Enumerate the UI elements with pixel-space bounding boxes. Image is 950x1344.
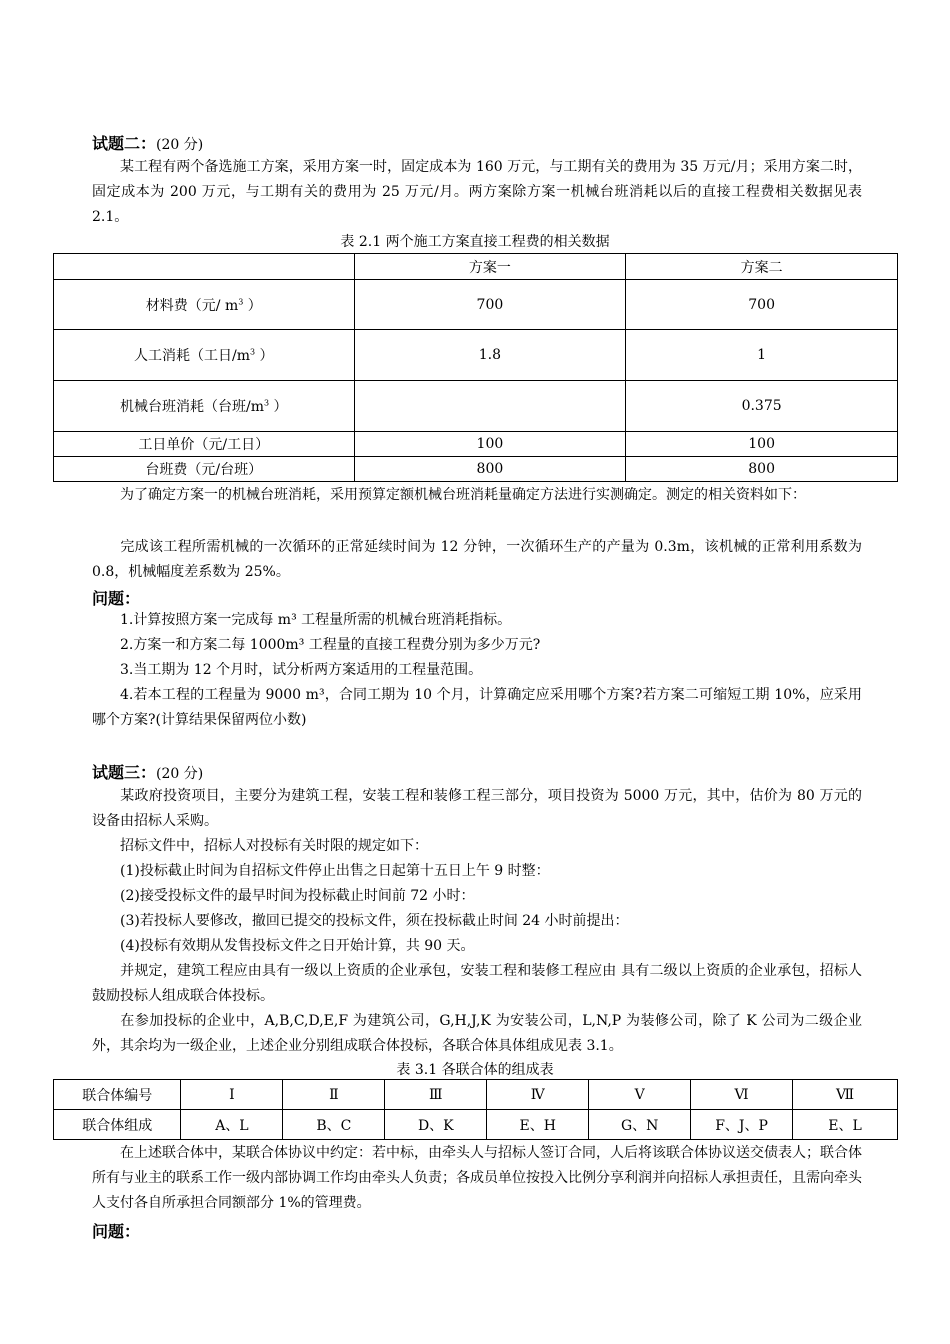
row-value: 800	[626, 457, 898, 482]
q3-firms-paragraph: 在参加投标的企业中，A,B,C,D,E,F 为建筑公司，G,H,J,K 为安装公司，L,N,P 为装修公司，除了 K 公司为二级企业外，其余均为一级企业，上述企业分别组成联合体投标，各联合体具体组成见表 3.1。	[92, 1013, 862, 1054]
row-value: 1.8	[354, 330, 626, 381]
q2-method-text: 为了确定方案一的机械台班消耗，采用预算定额机械台班消耗量确定方法进行实测确定。测定的相关资料如下：	[120, 487, 806, 503]
consortium-id: Ⅱ	[283, 1080, 385, 1110]
q2-question-2: 2.方案一和方案二每 1000m³ 工程量的直接工程费分别为多少万元?	[120, 637, 541, 653]
q3-intro-paragraph	[92, 784, 862, 834]
q2-question-3: 3.当工期为 12 个月时，试分析两方案适用的工程量范围。	[120, 662, 483, 678]
row-value: 700	[354, 280, 626, 330]
consortium-id: Ⅰ	[181, 1080, 283, 1110]
consortium-members: B、C	[283, 1110, 385, 1140]
q3-rule: (2)接受投标文件的最早时间为投标截止时间前 72 小时：	[120, 888, 475, 904]
table-row	[54, 457, 898, 482]
row-value: 100	[626, 432, 898, 457]
consortium-members: F、J、P	[691, 1110, 793, 1140]
q3-agreement-paragraph: 在上述联合体中，某联合体协议中约定：若中标，由牵头人与招标人签订合同，人后将该联合体协议送交债表人；联合体所有与业主的联系工作一级内部协调工作均由牵头人负责；各成员单位按投入比例分享利润并向招标人承担责任，且需向牵头人支付各自所承担合同额部分 1%的管理费。	[92, 1145, 862, 1211]
q3-points: (20 分)	[156, 766, 204, 782]
table-2-1-caption: 表 2.1 两个施工方案直接工程费的相关数据	[340, 234, 610, 250]
consortium-members: A、L	[181, 1110, 283, 1140]
q2-method-paragraph	[92, 483, 862, 508]
consortium-id: Ⅲ	[385, 1080, 487, 1110]
q2-data-paragraph	[92, 535, 862, 585]
table-2-1	[53, 253, 898, 482]
row-value: 0.375	[626, 381, 898, 432]
consortium-id: Ⅳ	[487, 1080, 589, 1110]
consortium-id: Ⅶ	[793, 1080, 898, 1110]
row-label: 工日单价（元/工日）	[54, 432, 355, 457]
table-header-cell	[54, 254, 355, 280]
row-value: 800	[354, 457, 626, 482]
table-header-cell: 方案一	[354, 254, 626, 280]
row-value	[354, 381, 626, 432]
q3-title: 试题三：	[92, 763, 157, 782]
table-row	[54, 432, 898, 457]
row-value: 100	[354, 432, 626, 457]
row-label: 人工消耗（工日$/m^3$ ）	[54, 330, 355, 381]
row-label: 台班费（元/台班）	[54, 457, 355, 482]
q2-points: (20 分)	[156, 137, 204, 153]
q2-heading	[92, 131, 203, 154]
q2-question-4: 4.若本工程的工程量为 9000 m³，合同工期为 10 个月，计算确定应采用哪个方案?若方案二可缩短工期 10%，应采用哪个方案?(计算结果保留两位小数)	[92, 687, 862, 728]
table-3-1-caption: 表 3.1 各联合体的组成表	[396, 1062, 554, 1078]
table-2-1-header-row	[54, 254, 898, 280]
consortium-id: Ⅴ	[589, 1080, 691, 1110]
q2-intro-paragraph	[92, 155, 862, 230]
consortium-members: E、L	[793, 1110, 898, 1140]
table-3-1-member-row	[54, 1110, 898, 1140]
q2-intro-text: 某工程有两个备选施工方案，采用方案一时，固定成本为 160 万元，与工期有关的费用为 35 万元/月；采用方案二时，固定成本为 200 万元，与工期有关的费用为 25 万元/月。两方案除方案一机械台班消耗以后的直接工程费相关数据见表 2.1。	[92, 159, 862, 225]
row-label: 联合体组成	[54, 1110, 181, 1140]
q3-rules-intro: 招标文件中，招标人对投标有关时限的规定如下：	[120, 838, 428, 854]
table-row	[54, 381, 898, 432]
consortium-members: G、N	[589, 1110, 691, 1140]
q3-rule: (4)投标有效期从发售投标文件之日开始计算，共 90 天。	[120, 938, 475, 954]
table-row	[54, 330, 898, 381]
q3-intro-text: 某政府投资项目，主要分为建筑工程，安装工程和装修工程三部分，项目投资为 5000 万元，其中，估价为 80 万元的设备由招标人采购。	[92, 788, 862, 829]
q2-title: 试题二：	[92, 134, 157, 153]
row-label: 联合体编号	[54, 1080, 181, 1110]
row-label: 材料费（元/ $m^3$ ）	[54, 280, 355, 330]
row-value: 700	[626, 280, 898, 330]
consortium-id: Ⅵ	[691, 1080, 793, 1110]
q2-questions-heading: 问题：	[92, 589, 141, 608]
q3-rule: (1)投标截止时间为自招标文件停止出售之日起第十五日上午 9 时整：	[120, 863, 550, 879]
table-3-1	[53, 1079, 898, 1140]
q3-rule: (3)若投标人要修改，撤回已提交的投标文件，须在投标截止时间 24 小时前提出：	[120, 913, 629, 929]
row-value: 1	[626, 330, 898, 381]
table-3-1-id-row	[54, 1080, 898, 1110]
q3-qualification-paragraph: 并规定，建筑工程应由具有一级以上资质的企业承包，安装工程和装修工程应由 具有二级以上资质的企业承包，招标人鼓励投标人组成联合体投标。	[92, 963, 862, 1004]
q3-questions-heading: 问题：	[92, 1222, 141, 1241]
row-label: 机械台班消耗（台班$/m^3$ ）	[54, 381, 355, 432]
consortium-members: D、K	[385, 1110, 487, 1140]
consortium-members: E、H	[487, 1110, 589, 1140]
q2-question-1: 1.计算按照方案一完成每 m³ 工程量所需的机械台班消耗指标。	[120, 612, 512, 628]
table-row	[54, 280, 898, 330]
table-header-cell: 方案二	[626, 254, 898, 280]
q3-heading	[92, 760, 203, 783]
q2-data-text: 完成该工程所需机械的一次循环的正常延续时间为 12 分钟，一次循环生产的产量为 0.3m，该机械的正常利用系数为 0.8，机械幅度差系数为 25%。	[92, 539, 862, 580]
